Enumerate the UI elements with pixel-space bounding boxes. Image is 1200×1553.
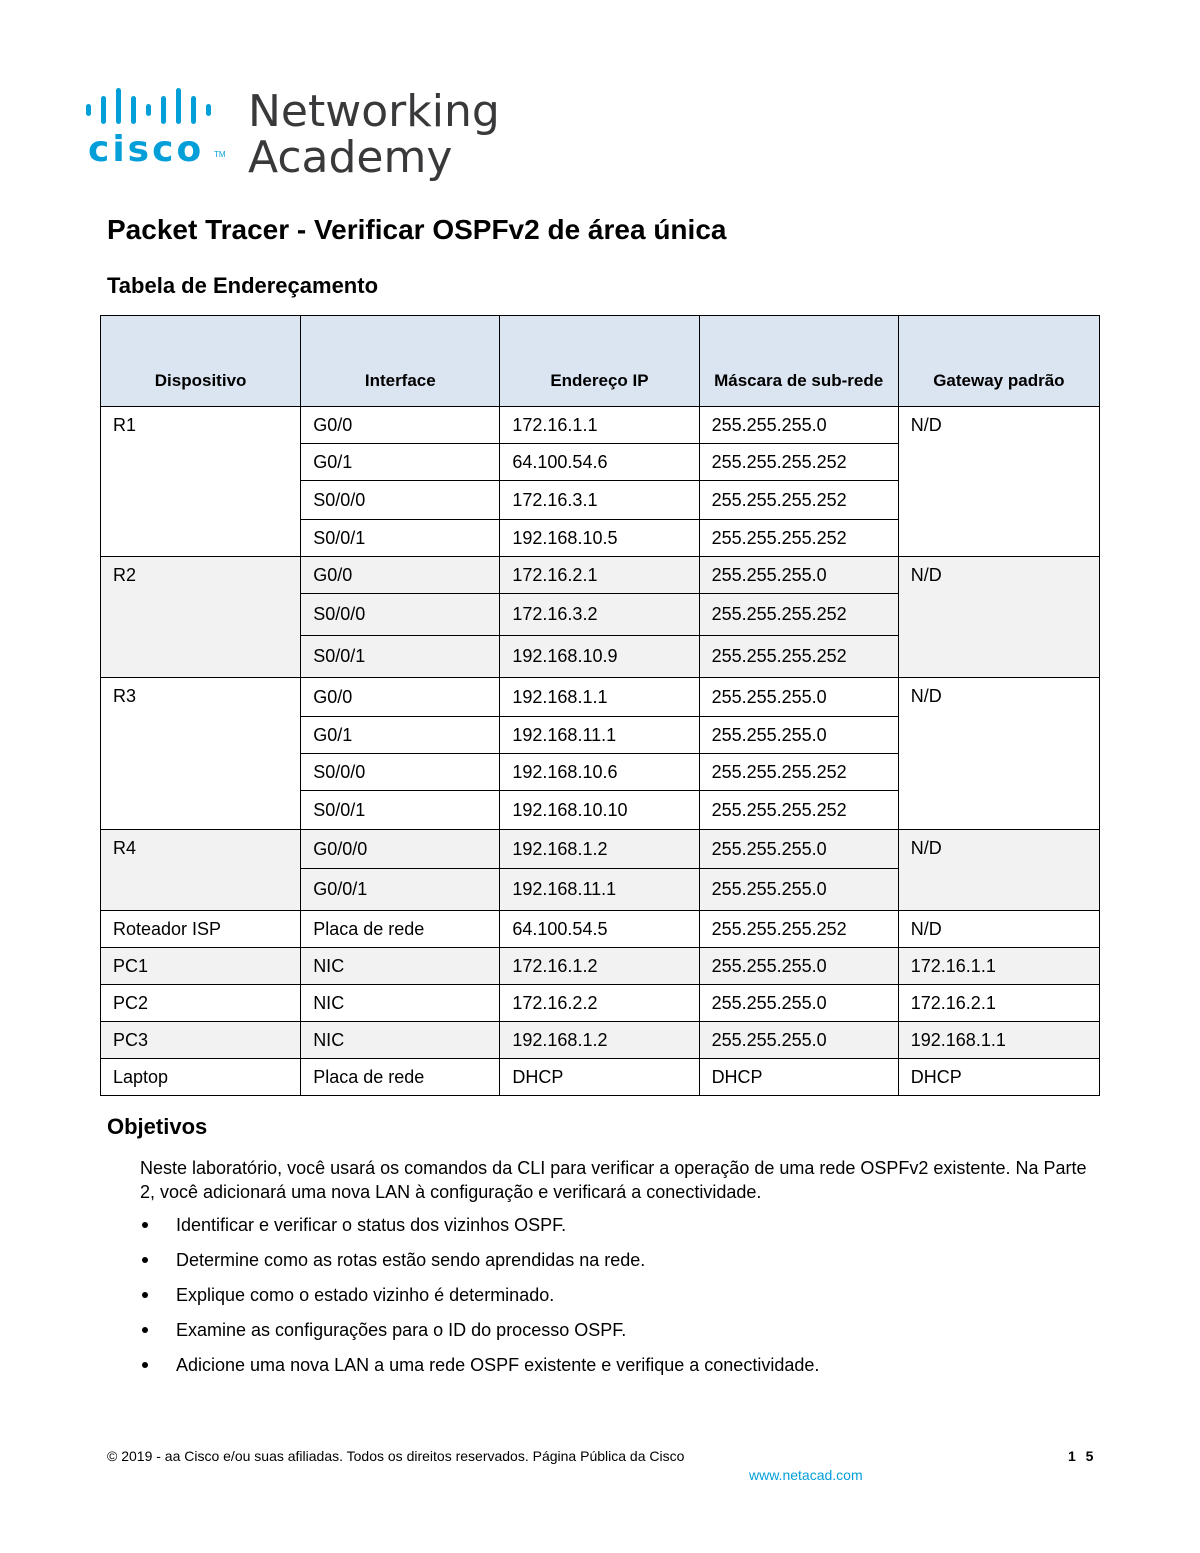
- cell-mask: 255.255.255.0: [699, 557, 898, 594]
- cell-device: R3: [101, 678, 301, 830]
- cell-mask: 255.255.255.0: [699, 869, 898, 911]
- cell-interface: G0/1: [301, 444, 500, 481]
- cell-ip: DHCP: [500, 1059, 699, 1096]
- cell-interface: G0/0/0: [301, 830, 500, 869]
- cell-ip: 172.16.3.2: [500, 594, 699, 636]
- cell-ip: 172.16.3.1: [500, 481, 699, 520]
- netacad-link[interactable]: www.netacad.com: [749, 1467, 863, 1483]
- cell-device: Roteador ISP: [101, 911, 301, 948]
- cell-interface: Placa de rede: [301, 911, 500, 948]
- bullet-icon: [142, 1222, 148, 1228]
- cell-interface: S0/0/1: [301, 520, 500, 557]
- cell-gateway: N/D: [898, 911, 1099, 948]
- logo-academy-text: Academy: [248, 132, 453, 183]
- cell-mask: 255.255.255.252: [699, 444, 898, 481]
- cell-interface: G0/0: [301, 678, 500, 717]
- cell-mask: 255.255.255.252: [699, 754, 898, 791]
- cell-ip: 192.168.10.6: [500, 754, 699, 791]
- bullet-icon: [142, 1327, 148, 1333]
- objectives-heading: Objetivos: [107, 1114, 208, 1139]
- table-row: [101, 830, 1100, 869]
- list-item: [140, 1317, 819, 1352]
- addressing-table: [100, 315, 1100, 1096]
- cell-ip: 192.168.11.1: [500, 869, 699, 911]
- cell-device: PC2: [101, 985, 301, 1022]
- cell-ip: 192.168.10.10: [500, 791, 699, 830]
- list-item: [140, 1352, 819, 1387]
- cisco-networking-academy-logo: [84, 86, 500, 186]
- table-row: [101, 407, 1100, 444]
- cell-device: PC1: [101, 948, 301, 985]
- cell-ip: 192.168.1.1: [500, 678, 699, 717]
- cell-interface: NIC: [301, 1022, 500, 1059]
- list-item: [140, 1212, 819, 1247]
- cisco-bars-icon: [84, 86, 234, 126]
- cell-gateway: N/D: [898, 407, 1099, 557]
- cell-ip: 192.168.11.1: [500, 717, 699, 754]
- cell-device: PC3: [101, 1022, 301, 1059]
- column-header-interface: Interface: [301, 316, 500, 407]
- bullet-icon: [142, 1257, 148, 1263]
- cell-mask: 255.255.255.0: [699, 948, 898, 985]
- cell-interface: S0/0/0: [301, 481, 500, 520]
- cell-ip: 172.16.2.2: [500, 985, 699, 1022]
- trademark-mark: TM: [214, 150, 226, 159]
- objective-text: Determine como as rotas estão sendo aprendidas na rede.: [176, 1250, 646, 1270]
- table-header-row: [101, 316, 1100, 407]
- footer-copyright: © 2019 - aa Cisco e/ou suas afiliadas. Todos os direitos reservados. Página Pública da Cisco: [107, 1448, 685, 1464]
- objective-text: Explique como o estado vizinho é determinado.: [176, 1285, 555, 1305]
- cell-device: R4: [101, 830, 301, 911]
- cell-mask: 255.255.255.0: [699, 717, 898, 754]
- cell-interface: G0/0: [301, 407, 500, 444]
- table-row: [101, 678, 1100, 717]
- objectives-intro: Neste laboratório, você usará os comandos da CLI para verificar a operação de uma rede OSPFv2 existente. Na Parte 2, você adicionará uma nova LAN à configuração e verificará a conectividade.: [140, 1158, 1087, 1202]
- cell-mask: 255.255.255.0: [699, 830, 898, 869]
- column-header-gateway: Gateway padrão: [898, 316, 1099, 407]
- cell-ip: 64.100.54.5: [500, 911, 699, 948]
- table-row: [101, 1059, 1100, 1096]
- cell-mask: 255.255.255.252: [699, 481, 898, 520]
- cell-interface: G0/0: [301, 557, 500, 594]
- cell-device: R2: [101, 557, 301, 678]
- cell-ip: 192.168.10.9: [500, 636, 699, 678]
- cell-gateway: 172.16.1.1: [898, 948, 1099, 985]
- table-row: [101, 948, 1100, 985]
- cell-interface: S0/0/0: [301, 594, 500, 636]
- cell-mask: 255.255.255.252: [699, 636, 898, 678]
- cell-ip: 172.16.1.2: [500, 948, 699, 985]
- list-item: [140, 1247, 819, 1282]
- column-header-device: Dispositivo: [101, 316, 301, 407]
- cell-mask: 255.255.255.252: [699, 594, 898, 636]
- objective-text: Adicione uma nova LAN a uma rede OSPF existente e verifique a conectividade.: [176, 1355, 820, 1375]
- table-row: [101, 557, 1100, 594]
- cell-device: R1: [101, 407, 301, 557]
- table-row: [101, 1022, 1100, 1059]
- objective-text: Identificar e verificar o status dos vizinhos OSPF.: [176, 1215, 567, 1235]
- cell-mask: 255.255.255.0: [699, 985, 898, 1022]
- cell-interface: S0/0/0: [301, 754, 500, 791]
- cell-device: Laptop: [101, 1059, 301, 1096]
- table-row: [101, 911, 1100, 948]
- objective-text: Examine as configurações para o ID do processo OSPF.: [176, 1320, 627, 1340]
- cell-mask: 255.255.255.0: [699, 407, 898, 444]
- objectives-list: [140, 1212, 819, 1387]
- bullet-icon: [142, 1362, 148, 1368]
- cell-gateway: N/D: [898, 830, 1099, 911]
- cell-ip: 192.168.1.2: [500, 1022, 699, 1059]
- cell-mask: DHCP: [699, 1059, 898, 1096]
- column-header-ip: Endereço IP: [500, 316, 699, 407]
- cell-interface: NIC: [301, 948, 500, 985]
- cell-ip: 192.168.1.2: [500, 830, 699, 869]
- cell-mask: 255.255.255.252: [699, 791, 898, 830]
- cell-interface: G0/0/1: [301, 869, 500, 911]
- cell-interface: G0/1: [301, 717, 500, 754]
- cell-gateway: 172.16.2.1: [898, 985, 1099, 1022]
- cell-interface: S0/0/1: [301, 791, 500, 830]
- cell-mask: 255.255.255.0: [699, 1022, 898, 1059]
- cell-interface: Placa de rede: [301, 1059, 500, 1096]
- table-row: [101, 985, 1100, 1022]
- cell-interface: NIC: [301, 985, 500, 1022]
- cell-ip: 64.100.54.6: [500, 444, 699, 481]
- cell-gateway: DHCP: [898, 1059, 1099, 1096]
- cell-gateway: N/D: [898, 678, 1099, 830]
- cell-mask: 255.255.255.252: [699, 520, 898, 557]
- cell-ip: 192.168.10.5: [500, 520, 699, 557]
- cell-gateway: N/D: [898, 557, 1099, 678]
- page-number: 1 5: [1068, 1448, 1097, 1464]
- cell-ip: 172.16.1.1: [500, 407, 699, 444]
- list-item: [140, 1282, 819, 1317]
- cell-ip: 172.16.2.1: [500, 557, 699, 594]
- addressing-table-heading: Tabela de Endereçamento: [107, 273, 379, 298]
- cisco-wordmark: cisco: [88, 129, 205, 170]
- page-title: Packet Tracer - Verificar OSPFv2 de área única: [107, 214, 727, 245]
- cell-mask: 255.255.255.252: [699, 911, 898, 948]
- logo-networking-text: Networking: [248, 86, 500, 137]
- column-header-mask: Máscara de sub-rede: [699, 316, 898, 407]
- cell-interface: S0/0/1: [301, 636, 500, 678]
- cell-mask: 255.255.255.0: [699, 678, 898, 717]
- cell-gateway: 192.168.1.1: [898, 1022, 1099, 1059]
- bullet-icon: [142, 1292, 148, 1298]
